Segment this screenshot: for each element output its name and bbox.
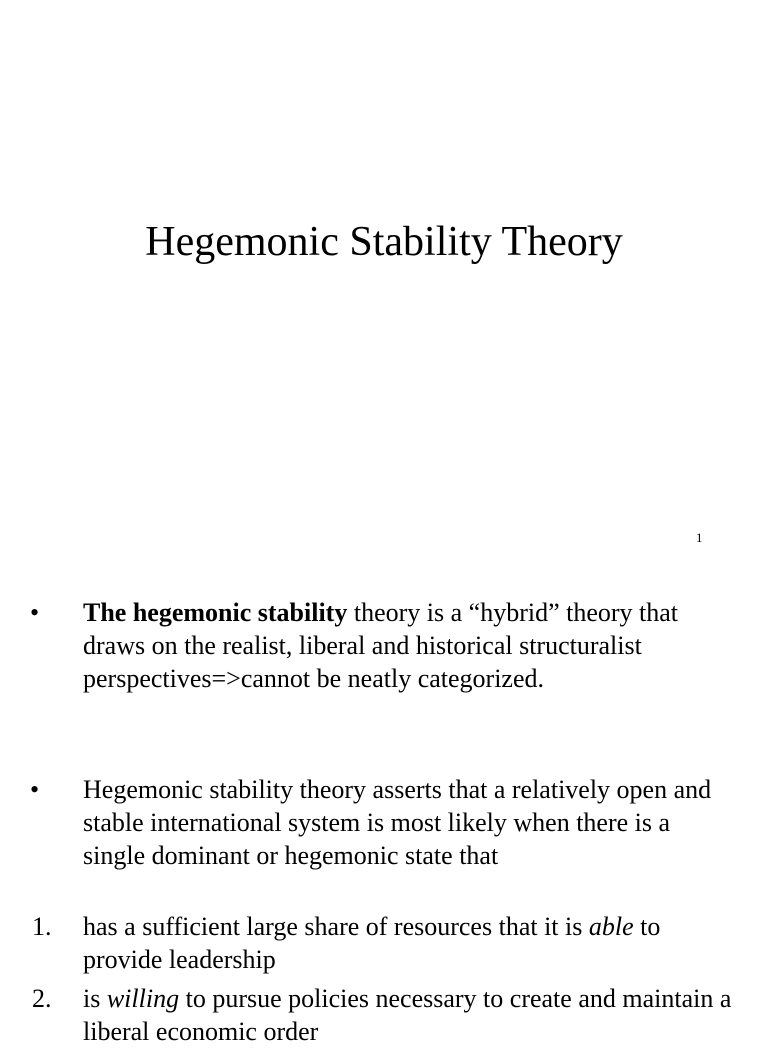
item-text xyxy=(83,982,733,1048)
bullet-rest: theory is a “hybrid” theory that draws on the realist, liberal and historical structuralist perspectives=>cannot be neatly categorized. xyxy=(83,598,679,693)
item-text-after: to pursue policies necessary to create and maintain a liberal economic order xyxy=(83,984,732,1046)
item-text-after: to provide leadership xyxy=(83,912,661,974)
item-number: 2. xyxy=(32,984,52,1013)
bullet-marker: • xyxy=(30,775,40,804)
bullet-hybrid-theory xyxy=(0,596,768,695)
item-text xyxy=(83,910,733,976)
bullet-text: Hegemonic stability theory asserts that a relatively open and stable international system is most likely when there is a single dominant or hegemonic state that xyxy=(83,775,712,870)
bullet-marker: • xyxy=(30,598,40,627)
item-emphasis: willing xyxy=(106,984,180,1013)
item-text-before: has a sufficient large share of resources that it is xyxy=(83,912,589,941)
numbered-item-able xyxy=(0,910,768,976)
item-emphasis: able xyxy=(588,912,634,941)
page-number: 1 xyxy=(696,530,703,545)
slide-title: Hegemonic Stability Theory xyxy=(145,219,623,265)
bold-term: The hegemonic stability xyxy=(83,598,348,627)
bullet-text xyxy=(83,596,733,695)
numbered-item-willing xyxy=(0,982,768,1048)
item-number: 1. xyxy=(32,912,52,941)
item-text-before: is xyxy=(83,984,107,1013)
bullet-theory-assertion xyxy=(0,773,768,872)
